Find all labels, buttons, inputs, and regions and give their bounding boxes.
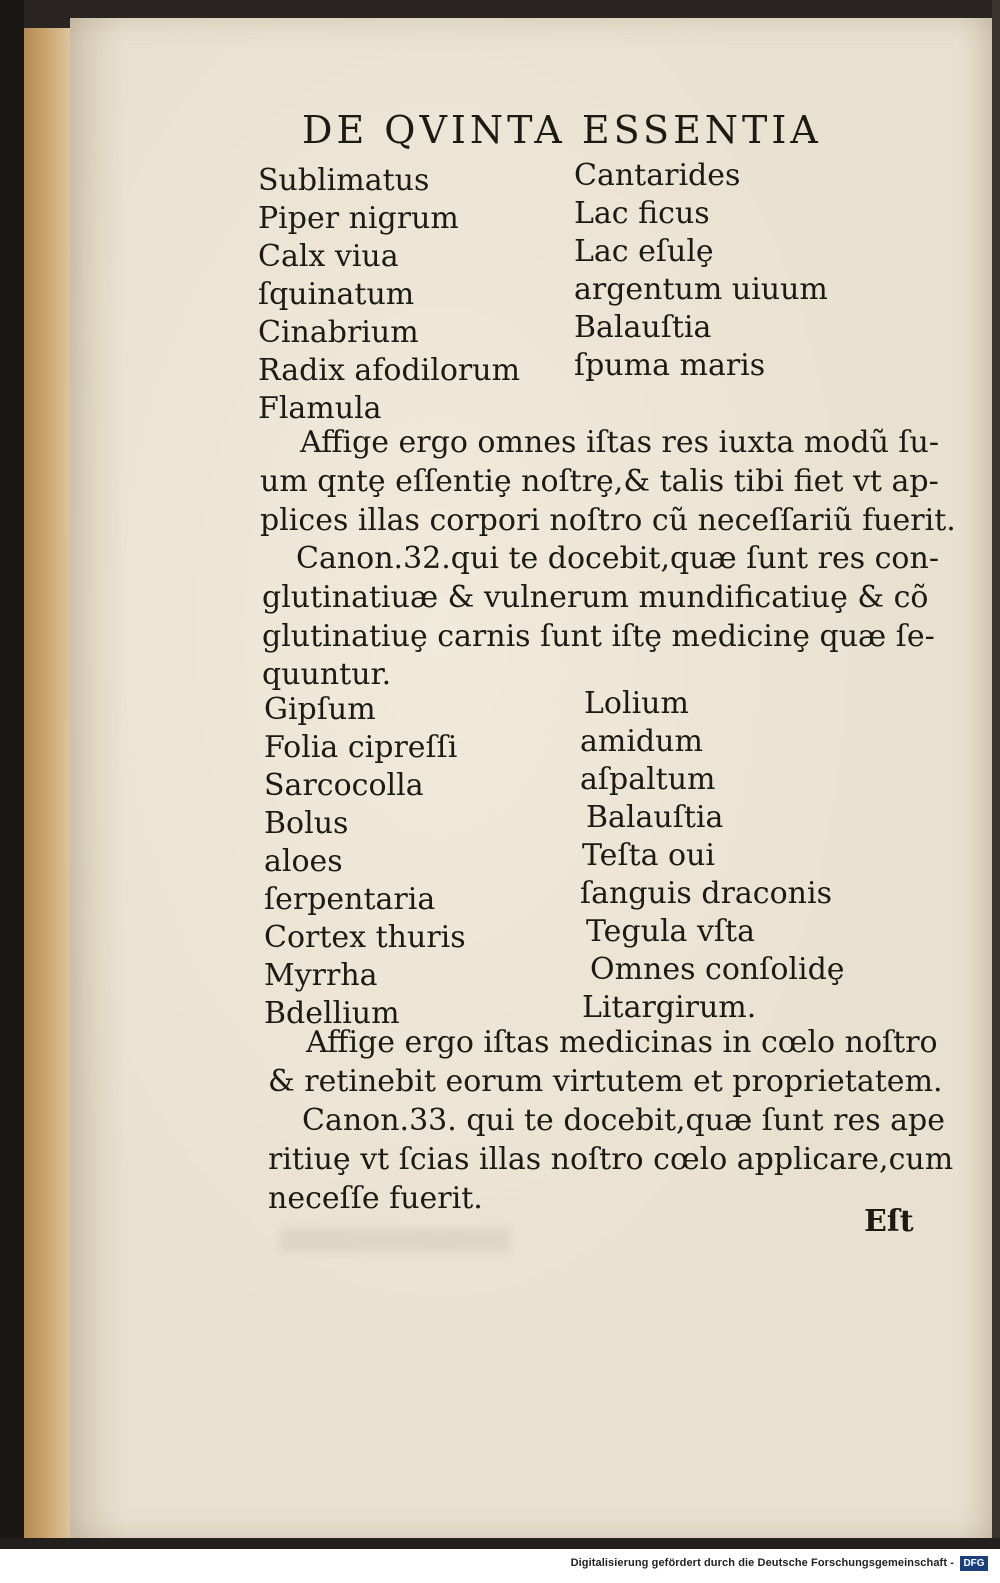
scan-background-right (992, 0, 1000, 1583)
paragraph-line: Canon.32.qui te docebit,quæ ſunt res con- (296, 541, 939, 576)
paragraph-line: neceſſe fuerit. (268, 1181, 483, 1216)
list2-left-item: Sarcocolla (264, 768, 424, 803)
paragraph-line: glutinatiuæ & vulnerum mundificatiuȩ & cõ (262, 580, 929, 615)
list1-right-item: Lac ficus (574, 196, 710, 231)
paragraph-line: ritiuȩ vt ſcias illas noſtro cœlo applicare,cum (268, 1142, 954, 1177)
list1-right-item: ſpuma maris (574, 348, 766, 383)
list2-left-item: Bolus (264, 806, 349, 841)
scan-background-left (0, 0, 24, 1583)
list2-right-item: ſanguis draconis (580, 876, 832, 911)
list1-left-item: Calx viua (258, 239, 399, 274)
list1-left-item: Radix afodilorum (258, 353, 521, 388)
list2-right-item: Tegula vſta (586, 914, 755, 949)
show-through-smudge (280, 1228, 510, 1252)
list2-left-item: Gipſum (264, 692, 376, 727)
list1-left-item: ſquinatum (258, 277, 415, 312)
list2-right-item: Lolium (584, 686, 689, 721)
list2-left-item: Folia cipreſſi (264, 730, 458, 765)
list2-right-item: amidum (580, 724, 703, 759)
list2-left-item: Myrrha (264, 958, 378, 993)
list2-left-item: Bdellium (264, 996, 400, 1031)
dfg-logo: DFG (960, 1556, 988, 1571)
paragraph-line: quuntur. (262, 657, 392, 692)
list2-left-item: aloes (264, 844, 343, 879)
list1-left-item: Piper nigrum (258, 201, 459, 236)
list2-left-item: ſerpentaria (264, 882, 436, 917)
list2-right-item: aſpaltum (580, 762, 716, 797)
list1-left-item: Sublimatus (258, 163, 430, 198)
book-page (70, 18, 995, 1538)
paragraph-line: um qntȩ eſſentiȩ noſtrȩ,& talis tibi fiet vt ap- (260, 464, 939, 499)
paragraph-line: glutinatiuȩ carnis ſunt iſtȩ medicinȩ quæ ſe- (262, 619, 935, 654)
list2-right-item: Balauſtia (586, 800, 724, 835)
paragraph-line: Canon.33. qui te docebit,quæ ſunt res ape (302, 1103, 946, 1138)
paragraph-line: Affige ergo omnes iſtas res iuxta modũ ſu- (300, 425, 939, 460)
funding-credit: Digitalisierung gefördert durch die Deutsche Forschungsgemeinschaft - (570, 1557, 954, 1569)
catchword: Eſt (864, 1204, 914, 1239)
paragraph-line: Affige ergo iſtas medicinas in cœlo noſtro (306, 1025, 938, 1060)
list1-right-item: Balauſtia (574, 310, 712, 345)
list1-right-item: Cantarides (574, 158, 741, 193)
list1-right-item: Lac eſulȩ (574, 234, 714, 269)
list2-right-item: Litargirum. (582, 990, 757, 1025)
list2-left-item: Cortex thuris (264, 920, 466, 955)
paragraph-line: plices illas corpori noſtro cũ neceſſariũ fuerit. (260, 503, 956, 538)
list2-right-item: Omnes conſolidȩ (590, 952, 845, 987)
list2-right-item: Teſta oui (582, 838, 715, 873)
list1-left-item: Cinabrium (258, 315, 419, 350)
running-heading: DE QVINTA ESSENTIA (302, 108, 822, 152)
paragraph-line: & retinebit eorum virtutem et proprietatem. (268, 1064, 943, 1099)
list1-left-item: Flamula (258, 391, 382, 426)
list1-right-item: argentum uiuum (574, 272, 828, 307)
